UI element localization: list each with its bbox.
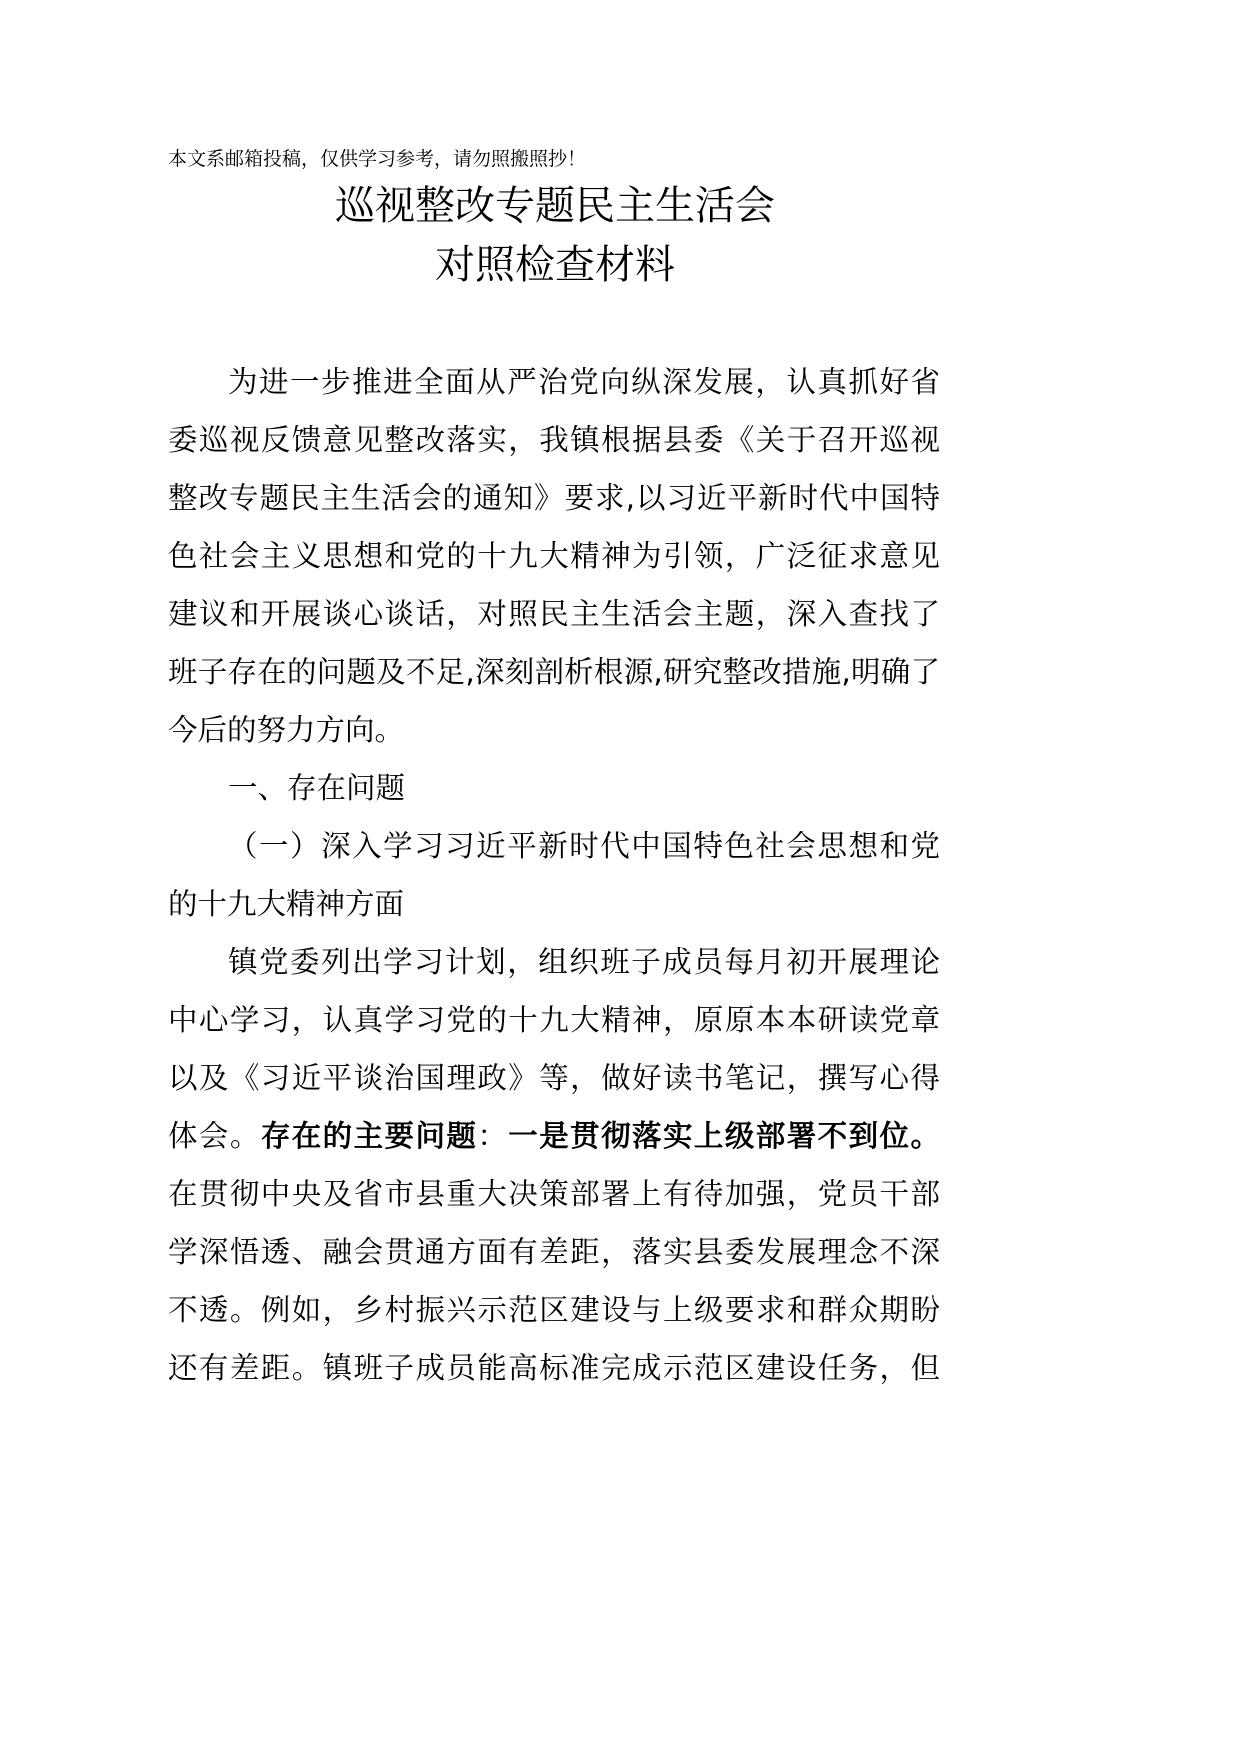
body-paragraph-line: 中心学习，认真学习党的十九大精神，原原本本研读党章 <box>168 1003 940 1037</box>
section-heading: 一、存在问题 <box>228 771 406 805</box>
problem-one-heading: 一是贯彻落实上级部署不到位。 <box>508 1119 940 1153</box>
body-paragraph-line: 不透。例如，乡村振兴示范区建设与上级要求和群众期盼 <box>168 1293 940 1327</box>
subsection-heading-line: 的十九大精神方面 <box>168 887 405 921</box>
body-paragraph-line-with-bold <box>168 1116 940 1156</box>
submission-notice: 本文系邮箱投稿，仅供学习参考，请勿照搬照抄！ <box>168 148 587 170</box>
main-problems-label: 存在的主要问题 <box>260 1119 478 1153</box>
body-paragraph-line: 学深悟透、融会贯通方面有差距，落实县委发展理念不深 <box>168 1235 940 1269</box>
intro-paragraph-line: 色社会主义思想和党的十九大精神为引领，广泛征求意见 <box>168 539 940 573</box>
document-title-line-2: 对照检查材料 <box>435 242 675 288</box>
subsection-heading-line: （一）深入学习习近平新时代中国特色社会思想和党 <box>228 829 940 863</box>
intro-paragraph-line: 班子存在的问题及不足,深刻剖析根源,研究整改措施,明确了 <box>168 655 940 689</box>
body-text: 体会。 <box>168 1119 261 1153</box>
intro-paragraph-line: 为进一步推进全面从严治党向纵深发展，认真抓好省 <box>228 365 940 399</box>
intro-paragraph-line: 建议和开展谈心谈话，对照民主生活会主题，深入查找了 <box>168 597 940 631</box>
body-paragraph-line: 还有差距。镇班子成员能高标准完成示范区建设任务，但 <box>168 1351 940 1385</box>
body-paragraph-line: 以及《习近平谈治国理政》等，做好读书笔记，撰写心得 <box>168 1061 940 1095</box>
intro-paragraph-line: 整改专题民主生活会的通知》要求,以习近平新时代中国特 <box>168 481 940 515</box>
body-paragraph-line: 在贯彻中央及省市县重大决策部署上有待加强，党员干部 <box>168 1177 940 1211</box>
colon: ： <box>477 1119 509 1153</box>
intro-paragraph-line: 委巡视反馈意见整改落实，我镇根据县委《关于召开巡视 <box>168 423 940 457</box>
intro-paragraph-line: 今后的努力方向。 <box>168 713 405 747</box>
body-paragraph-line: 镇党委列出学习计划，组织班子成员每月初开展理论 <box>228 945 940 979</box>
document-title-line-1: 巡视整改专题民主生活会 <box>335 183 775 229</box>
